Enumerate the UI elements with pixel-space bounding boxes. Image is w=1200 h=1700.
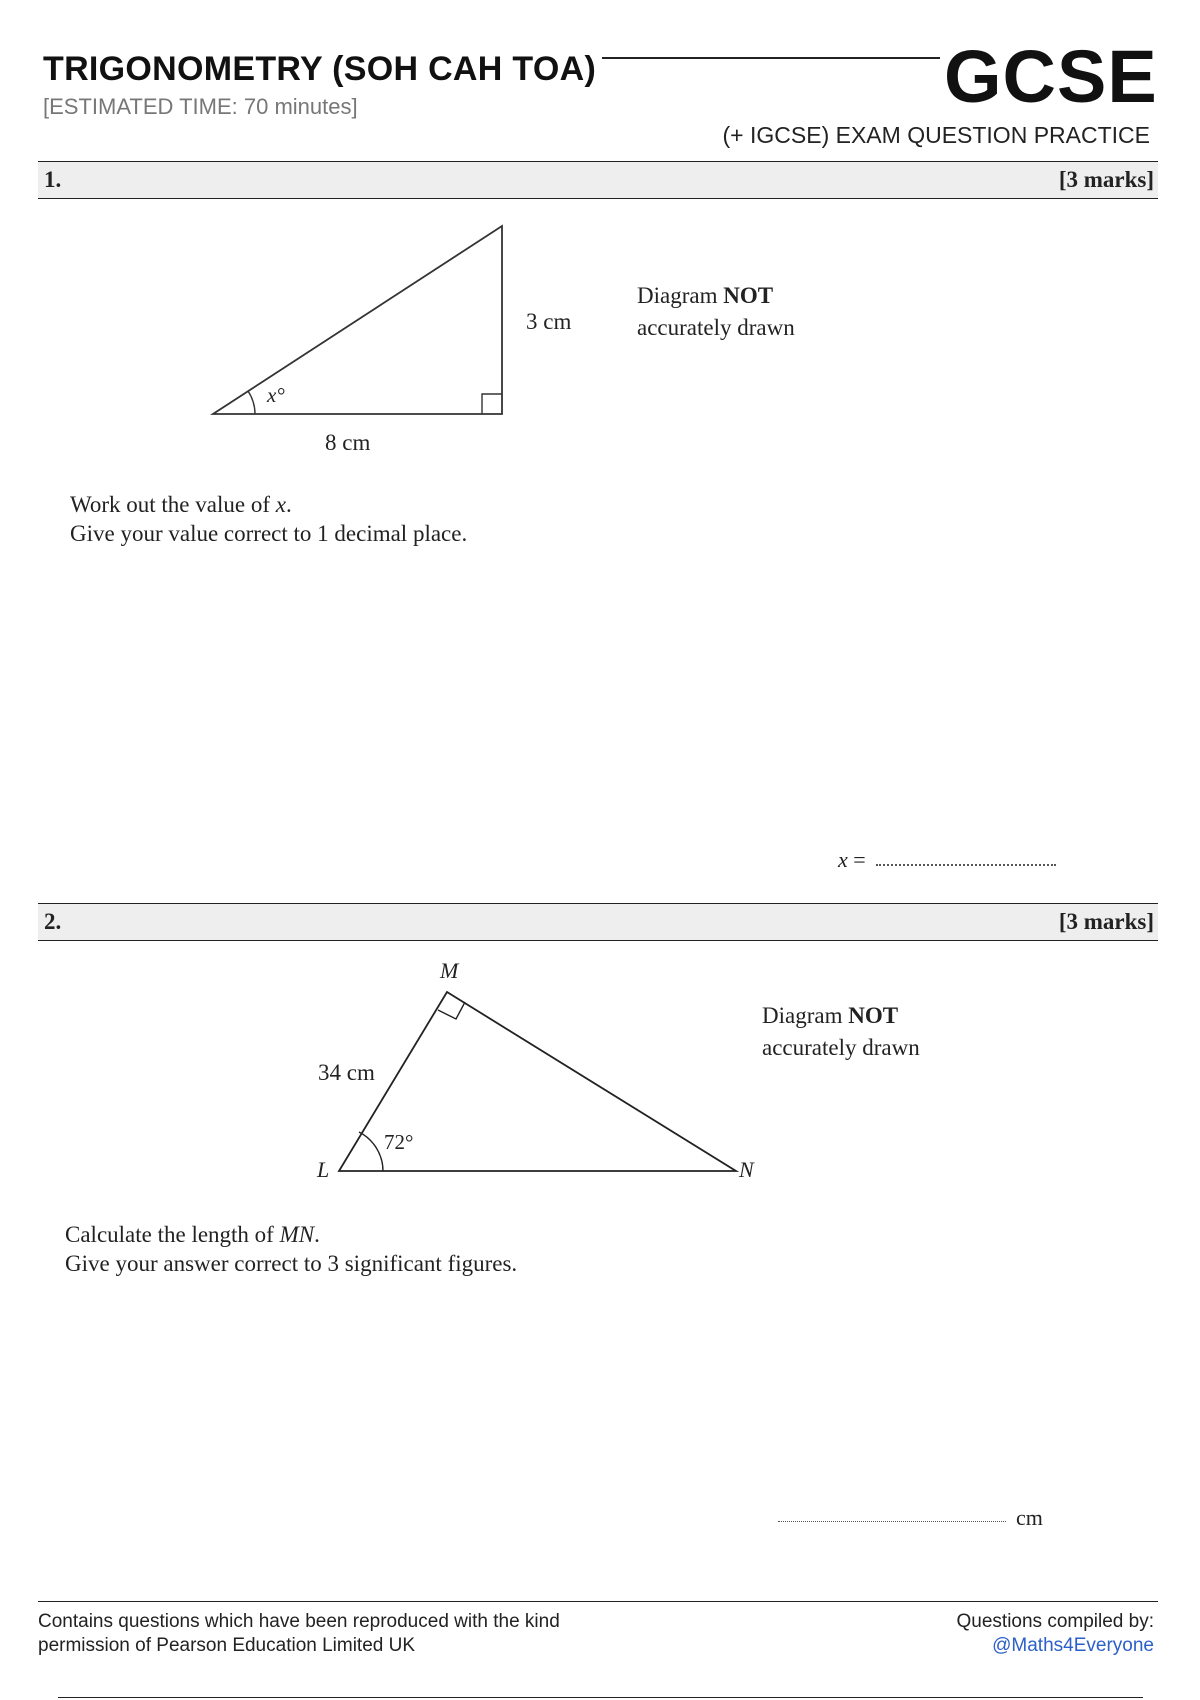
q2-angle-arc [359, 1132, 383, 1171]
q1-prompt-line2: Give your value correct to 1 decimal place. [70, 521, 468, 546]
q1-angle-arc [248, 391, 255, 414]
q1-answer-eq: = [847, 847, 866, 872]
q2-prompt [65, 1220, 517, 1278]
q2-label-vertex-n: N [739, 1157, 754, 1182]
q2-answer-line[interactable] [778, 1521, 1006, 1522]
question-2-number: 2. [44, 909, 62, 934]
q2-label-vertex-l: L [317, 1157, 330, 1182]
q1-label-angle: x° [267, 383, 285, 407]
q1-diagram-note [637, 280, 795, 344]
q1-prompt-var: x [275, 492, 286, 517]
q1-prompt-prefix: Work out the value of [70, 492, 276, 517]
question-1-number: 1. [44, 167, 62, 192]
footer-credit-block [957, 1610, 1155, 1658]
question-1-marks: [3 marks] [1058, 167, 1154, 192]
estimated-time: [ESTIMATED TIME: 70 minutes] [43, 94, 358, 119]
q1-note-line2: accurately drawn [637, 315, 795, 340]
q1-answer-line[interactable] [876, 864, 1056, 866]
q2-right-angle-marker [438, 1002, 465, 1019]
footer-left-line2: permission of Pearson Education Limited UK [38, 1635, 416, 1656]
q2-label-side-lm: 34 cm [318, 1060, 375, 1085]
q2-answer-unit: cm [1016, 1505, 1043, 1530]
q1-right-angle-marker [482, 394, 502, 414]
footer-rule [38, 1601, 1158, 1602]
q1-note-bold: NOT [723, 283, 774, 308]
q1-note-prefix: Diagram [637, 283, 724, 308]
q2-note-bold: NOT [848, 1003, 899, 1028]
footer-right-line1: Questions compiled by: [956, 1611, 1154, 1632]
q1-prompt-suffix: . [285, 492, 292, 517]
q1-answer-var: x [838, 847, 848, 872]
q2-note-line2: accurately drawn [762, 1035, 920, 1060]
q2-prompt-prefix: Calculate the length of [65, 1222, 280, 1247]
page-title: TRIGONOMETRY (SOH CAH TOA) [43, 50, 602, 89]
footer-left-line1: Contains questions which have been reproduced with the kind [38, 1611, 560, 1632]
q1-triangle [213, 226, 502, 414]
q2-label-vertex-m: M [440, 958, 459, 983]
footer-permission-text [38, 1610, 560, 1658]
q1-label-horizontal-side: 8 cm [325, 430, 371, 455]
q2-prompt-suffix: . [314, 1222, 320, 1247]
q2-note-prefix: Diagram [762, 1003, 849, 1028]
gcse-logo: GCSE [940, 40, 1162, 114]
footer-credit-link[interactable]: @Maths4Everyone [992, 1635, 1154, 1656]
q2-label-angle-l: 72° [384, 1130, 414, 1154]
page-subtitle: (+ IGCSE) EXAM QUESTION PRACTICE [722, 122, 1150, 148]
q2-diagram-note [762, 1000, 920, 1064]
question-2-marks: [3 marks] [1058, 909, 1154, 934]
q2-prompt-line2: Give your answer correct to 3 significant figures. [65, 1251, 518, 1276]
bottom-rule [58, 1697, 1143, 1698]
question-2-header [38, 903, 1158, 941]
q2-prompt-var: MN [279, 1222, 315, 1247]
q1-prompt [70, 490, 467, 548]
q1-answer-prefix [838, 847, 866, 873]
q1-label-vertical-side: 3 cm [526, 309, 572, 334]
